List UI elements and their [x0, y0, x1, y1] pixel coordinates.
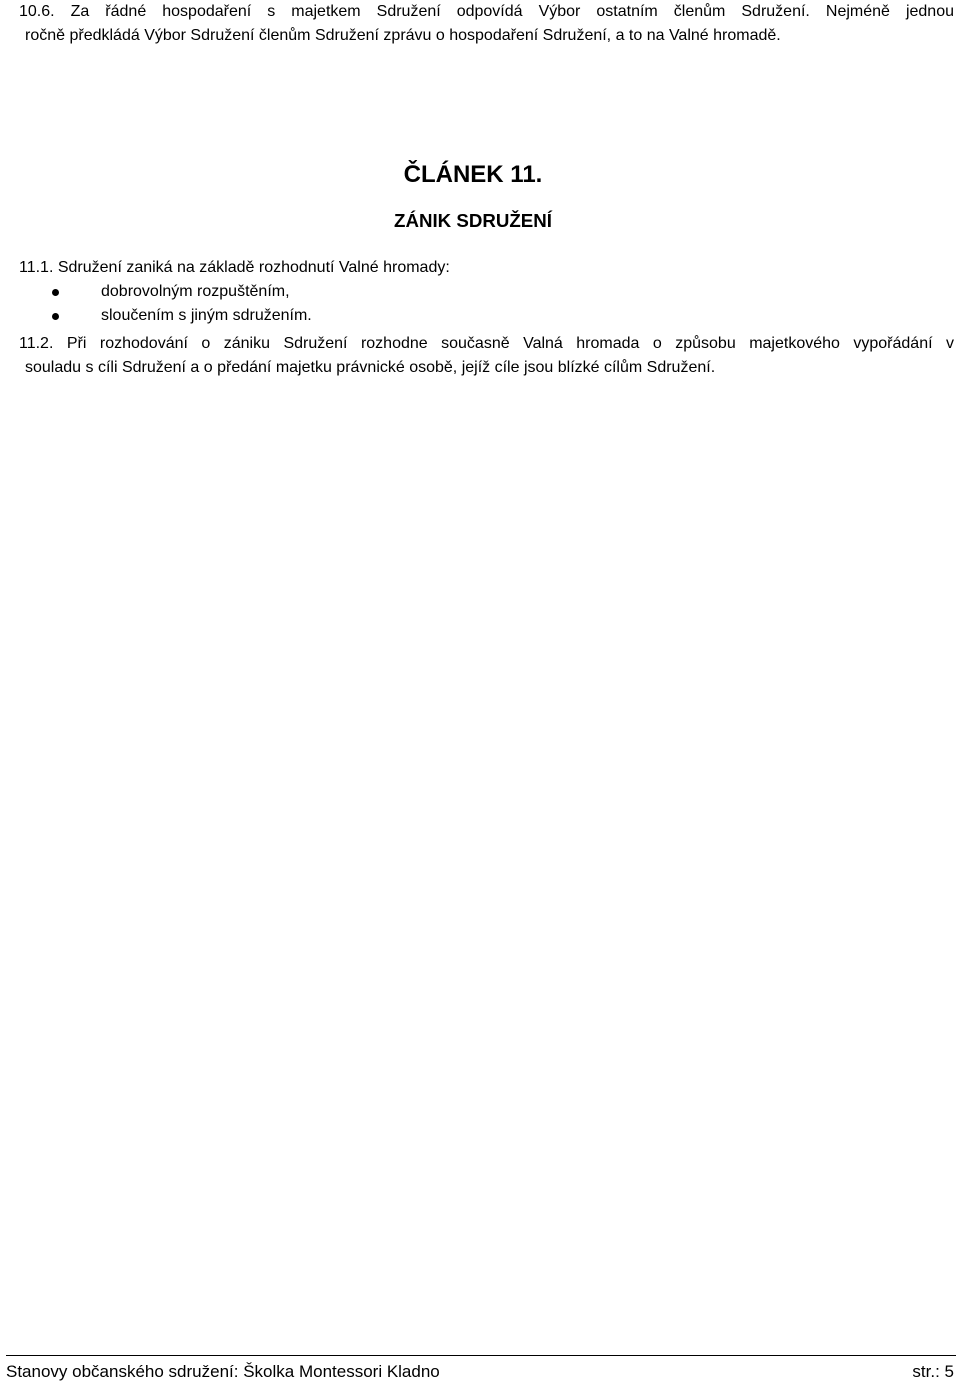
section-11-1-text: 11.1. Sdružení zaniká na základě rozhodnutí Valné hromady: [19, 259, 450, 276]
paragraph-11-2-line1: 11.2. Při rozhodování o zániku Sdružení rozhodne současně Valná hromada o způsobu majetkového vypořádání v [19, 335, 954, 352]
footer-document-title: Stanovy občanského sdružení: Školka Montessori Kladno [6, 1362, 440, 1381]
footer-divider [6, 1355, 956, 1356]
bullet-text: dobrovolným rozpuštěním, [101, 283, 290, 300]
footer-page-number: str.: 5 [912, 1362, 954, 1381]
paragraph-10-6-line2: ročně předkládá Výbor Sdružení členům Sdružení zprávu o hospodaření Sdružení, a to na Valné hromadě. [25, 27, 781, 44]
bullet-icon [52, 289, 59, 296]
paragraph-10-6 [19, 0, 954, 48]
article-heading [0, 163, 960, 187]
paragraph-11-2 [19, 332, 954, 380]
paragraph-11-2-line2: souladu s cíli Sdružení a o předání majetku právnické osobě, jejíž cíle jsou blízké cílům Sdružení. [25, 359, 716, 376]
bullet-icon [52, 313, 59, 320]
paragraph-10-6-line1: 10.6. Za řádné hospodaření s majetkem Sdružení odpovídá Výbor ostatním členům Sdružení. Nejméně jednou [19, 3, 954, 20]
article-subtitle-text: ZÁNIK SDRUŽENÍ [394, 210, 552, 231]
bullet-text: sloučením s jiným sdružením. [101, 307, 312, 324]
article-heading-text: ČLÁNEK 11. [403, 161, 543, 188]
article-subtitle [0, 209, 960, 233]
